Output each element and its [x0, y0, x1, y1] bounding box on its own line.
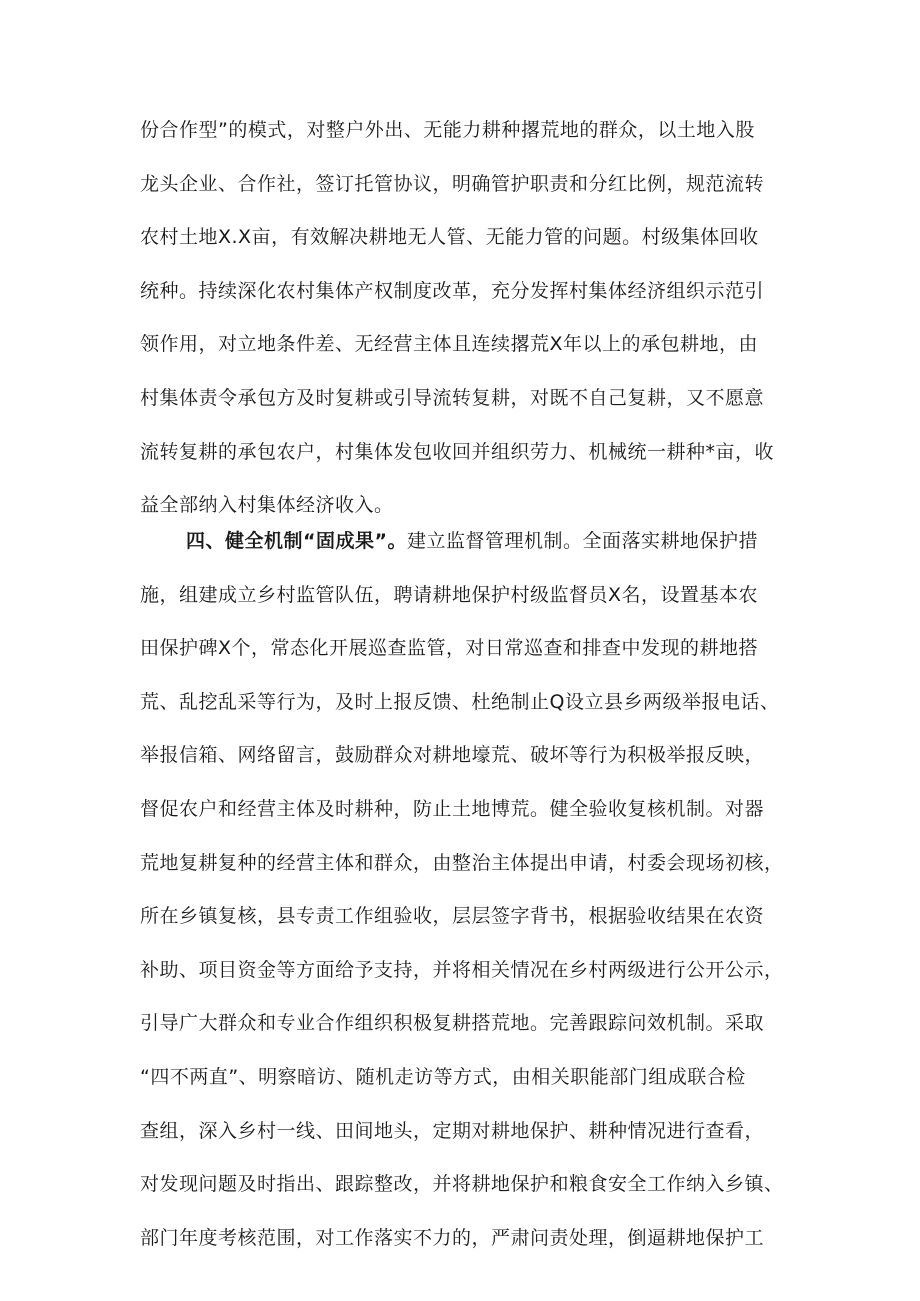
text-line: 对发现问题及时指出、跟踪整改，并将耕地保护和粮食安全工作纳入乡镇、: [140, 1173, 784, 1195]
text-line: “四不两直”、明察暗访、随机走访等方式，由相关职能部门组成联合检: [140, 1066, 746, 1088]
text-line: 统种。持续深化农村集体产权制度改革，充分发挥村集体经济组织示范引: [140, 280, 765, 302]
text-line: 查组，深入乡村一线、田间地头，定期对耕地保护、耕种情况进行查看，: [140, 1120, 765, 1142]
section-first-line-text: 建立监督管理机制。全面落实耕地保护措: [406, 530, 758, 552]
text-line: 补助、项目资金等方面给予支持，并将相关情况在乡村两级进行公开公示，: [140, 959, 784, 981]
text-line: 所在乡镇复核，县专责工作组验收，层层签字背书，根据验收结果在农资: [140, 905, 765, 927]
text-line: 农村土地X.X亩，有效解决耕地无人管、无能力管的问题。村级集体回收: [140, 226, 759, 248]
text-line: 益全部纳入村集体经济收入。: [140, 494, 394, 516]
text-line: 龙头企业、合作社，签订托管协议，明确管护职责和分红比例，规范流转: [140, 173, 765, 195]
text-line: 流转复耕的承包农户，村集体发包收回并组织劳力、机械统一耕种*亩，收: [140, 441, 775, 463]
text-line: 施，组建成立乡村监管队伍，聘请耕地保护村级监督员X名，设置基本农: [140, 584, 759, 606]
text-line: 部门年度考核范围，对工作落实不力的，严肃问责处理，倒逼耕地保护工: [140, 1227, 765, 1249]
text-line: 引导广大群众和专业合作组织积极复耕搭荒地。完善跟踪问效机制。采取: [140, 1012, 765, 1034]
section-first-line: [186, 529, 846, 553]
text-line: 荒、乱挖乱采等行为，及时上报反馈、杜绝制止Q设立县乡两级举报电话、: [140, 691, 780, 713]
text-line: 督促农户和经营主体及时耕种，防止土地博荒。健全验收复核机制。对器: [140, 798, 765, 820]
section-heading: 四、健全机制“固成果”。: [186, 530, 407, 552]
text-line: 村集体责令承包方及时复耕或引导流转复耕，对既不自己复耕，又不愿意: [140, 387, 765, 409]
text-line: 举报信箱、网络留言，鼓励群众对耕地壕荒、破坏等行为积极举报反映，: [140, 744, 765, 766]
text-line: 领作用，对立地条件差、无经营主体且连续撂荒X年以上的承包耕地，由: [140, 333, 759, 355]
text-line: 份合作型”的模式，对整户外出、无能力耕种撂荒地的群众，以土地入股: [140, 119, 755, 141]
text-line: 田保护碑X个，常态化开展巡查监管，对日常巡查和排查中发现的耕地搭: [140, 637, 759, 659]
text-line: 荒地复耕复种的经营主体和群众，由整治主体提出申请，村委会现场初核，: [140, 852, 784, 874]
